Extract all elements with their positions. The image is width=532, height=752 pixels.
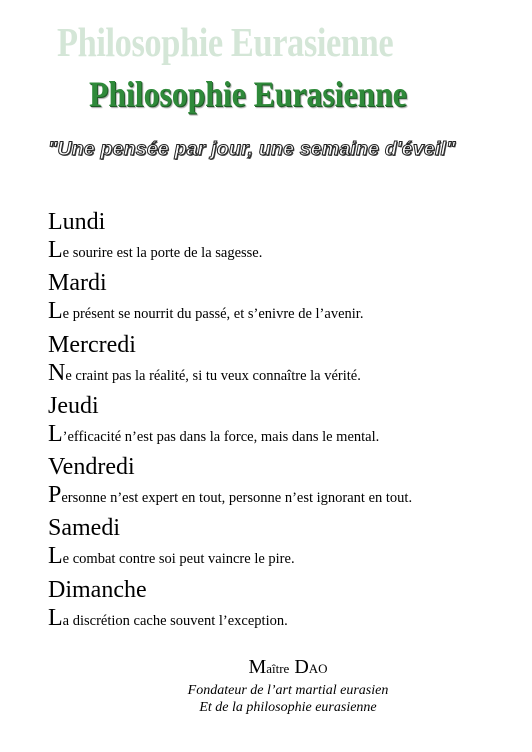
- signature-name: [150, 654, 426, 682]
- day-name: Mercredi: [48, 331, 136, 358]
- signature-initial: M: [248, 656, 267, 678]
- weekly-thoughts: [48, 208, 518, 637]
- day-name: Vendredi: [48, 454, 135, 481]
- signature-text: aître: [266, 661, 290, 676]
- signature-line-1: Fondateur de l’art martial eurasien: [187, 683, 389, 698]
- title-shadow: Philosophie Eurasienne: [57, 19, 394, 65]
- quote-initial: L: [48, 298, 63, 325]
- day-entry-sunday: [48, 576, 518, 637]
- day-name: Lundi: [48, 209, 106, 235]
- signature-line-2: Et de la philosophie eurasienne: [199, 700, 377, 715]
- day-quote: [48, 421, 518, 450]
- day-name: Samedi: [48, 515, 120, 542]
- day-name: Dimanche: [48, 576, 147, 603]
- quote-initial: L: [48, 237, 63, 263]
- quote-text: a discrétion cache souvent l’exception.: [62, 612, 288, 629]
- signature-block: [150, 654, 426, 716]
- quote-text: e combat contre soi peut vaincre le pire.: [62, 551, 295, 568]
- quote-text: e craint pas la réalité, si tu veux connaître la vérité.: [65, 367, 361, 384]
- day-quote: [48, 360, 518, 389]
- quote-text: e sourire est la porte de la sagesse.: [62, 245, 263, 261]
- quote-initial: N: [48, 359, 66, 386]
- signature-text: AO: [308, 661, 328, 676]
- day-name: Mardi: [48, 270, 107, 297]
- quote-text: ’efficacité n’est pas dans la force, mais dans le mental.: [62, 428, 380, 445]
- day-quote: [48, 543, 518, 572]
- quote-text: ersonne n’est expert en tout, personne n’est ignorant en tout.: [61, 490, 413, 507]
- quote-text: e présent se nourrit du passé, et s’enivre de l’avenir.: [62, 306, 364, 323]
- day-quote: [48, 605, 518, 634]
- day-entry-thursday: [48, 392, 518, 453]
- day-entry-saturday: [48, 514, 518, 575]
- day-quote: [48, 237, 518, 266]
- day-entry-monday: [48, 208, 518, 269]
- signature-initial: D: [294, 656, 309, 678]
- day-quote: [48, 482, 518, 511]
- day-entry-tuesday: [48, 269, 518, 330]
- day-name: Jeudi: [48, 392, 99, 419]
- quote-initial: L: [48, 543, 63, 570]
- tagline: "Une pensée par jour, une semaine d'éveil": [48, 138, 456, 160]
- day-entry-friday: [48, 453, 518, 514]
- day-quote: [48, 298, 518, 327]
- quote-initial: L: [48, 604, 63, 631]
- page-title: Philosophie Eurasienne: [89, 74, 407, 114]
- quote-initial: L: [48, 420, 63, 447]
- quote-initial: P: [48, 482, 62, 509]
- day-entry-wednesday: [48, 331, 518, 392]
